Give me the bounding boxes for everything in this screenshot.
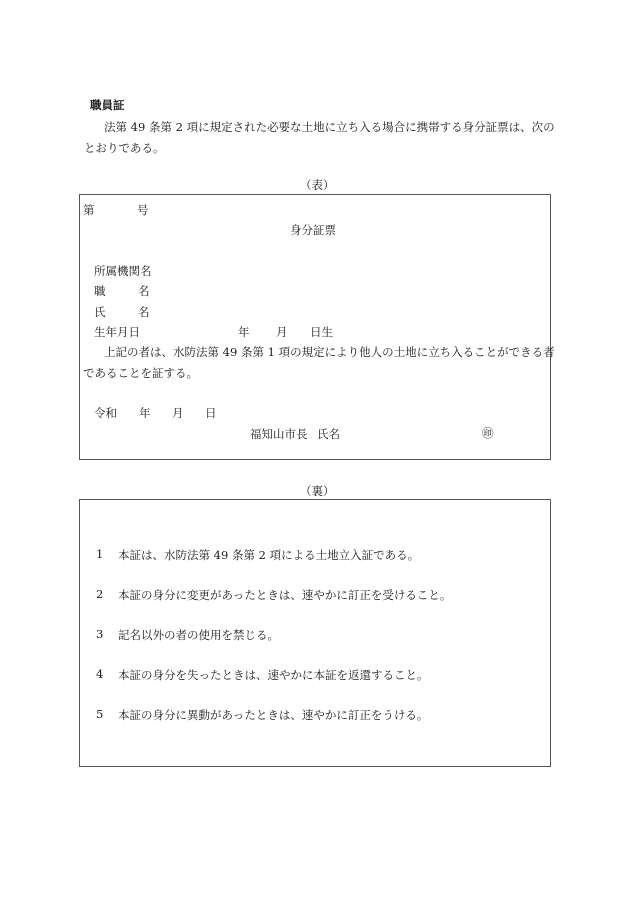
field-position-label-1: 職 (94, 284, 106, 298)
back-item-number: 2 (96, 587, 104, 601)
issue-date-year: 年 (139, 406, 151, 420)
certification-line2: であることを証する。 (83, 366, 198, 380)
seal-mark: ㊞ (482, 426, 494, 440)
issue-date-era: 令和 (94, 406, 117, 420)
back-item-number: 1 (96, 547, 104, 561)
field-birth-year: 年 (238, 325, 250, 339)
document-heading: 職員証 (90, 98, 125, 112)
field-affiliation-label: 所属機関名 (94, 264, 152, 278)
back-item-number: 4 (96, 667, 104, 681)
back-caption: （裏） (300, 484, 335, 498)
intro-text-line2: とおりである。 (84, 141, 165, 155)
card-number-label-left: 第 (83, 203, 95, 217)
field-position-label-2: 名 (138, 284, 150, 298)
issue-date-day: 日 (205, 406, 217, 420)
back-item-text: 本証の身分に変更があったときは、速やかに訂正を受けること。 (118, 588, 452, 602)
id-card-front (79, 194, 555, 460)
field-birth-day: 日生 (310, 325, 333, 339)
field-name-label-2: 名 (138, 305, 150, 319)
back-item-number: 3 (96, 627, 104, 641)
back-item-number: 5 (96, 707, 104, 721)
intro-text-line1: 法第 49 条第 2 項に規定された必要な土地に立ち入る場合に携帯する身分証票は、次の (104, 120, 555, 134)
back-item-text: 本証の身分に異動があったときは、速やかに訂正をうける。 (118, 708, 429, 722)
field-birth-month: 月 (276, 325, 288, 339)
id-card-back (79, 499, 551, 767)
field-name-label-1: 氏 (94, 305, 106, 319)
certification-line1: 上記の者は、水防法第 49 条第 1 項の規定により他人の土地に立ち入ることができる者 (104, 345, 555, 359)
card-title: 身分証票 (290, 223, 336, 237)
back-item-text: 本証は、水防法第 49 条第 2 項による土地立入証である。 (118, 548, 420, 562)
issuer-name-label: 氏名 (317, 427, 340, 441)
issue-date-month: 月 (172, 406, 184, 420)
issuer-title: 福知山市長 (250, 427, 308, 441)
front-caption: （表） (300, 178, 335, 192)
back-item-text: 本証の身分を失ったときは、速やかに本証を返還すること。 (118, 668, 429, 682)
card-number-label-right: 号 (137, 203, 149, 217)
back-item-text: 記名以外の者の使用を禁じる。 (118, 628, 279, 642)
field-birthdate-label: 生年月日 (94, 325, 140, 339)
